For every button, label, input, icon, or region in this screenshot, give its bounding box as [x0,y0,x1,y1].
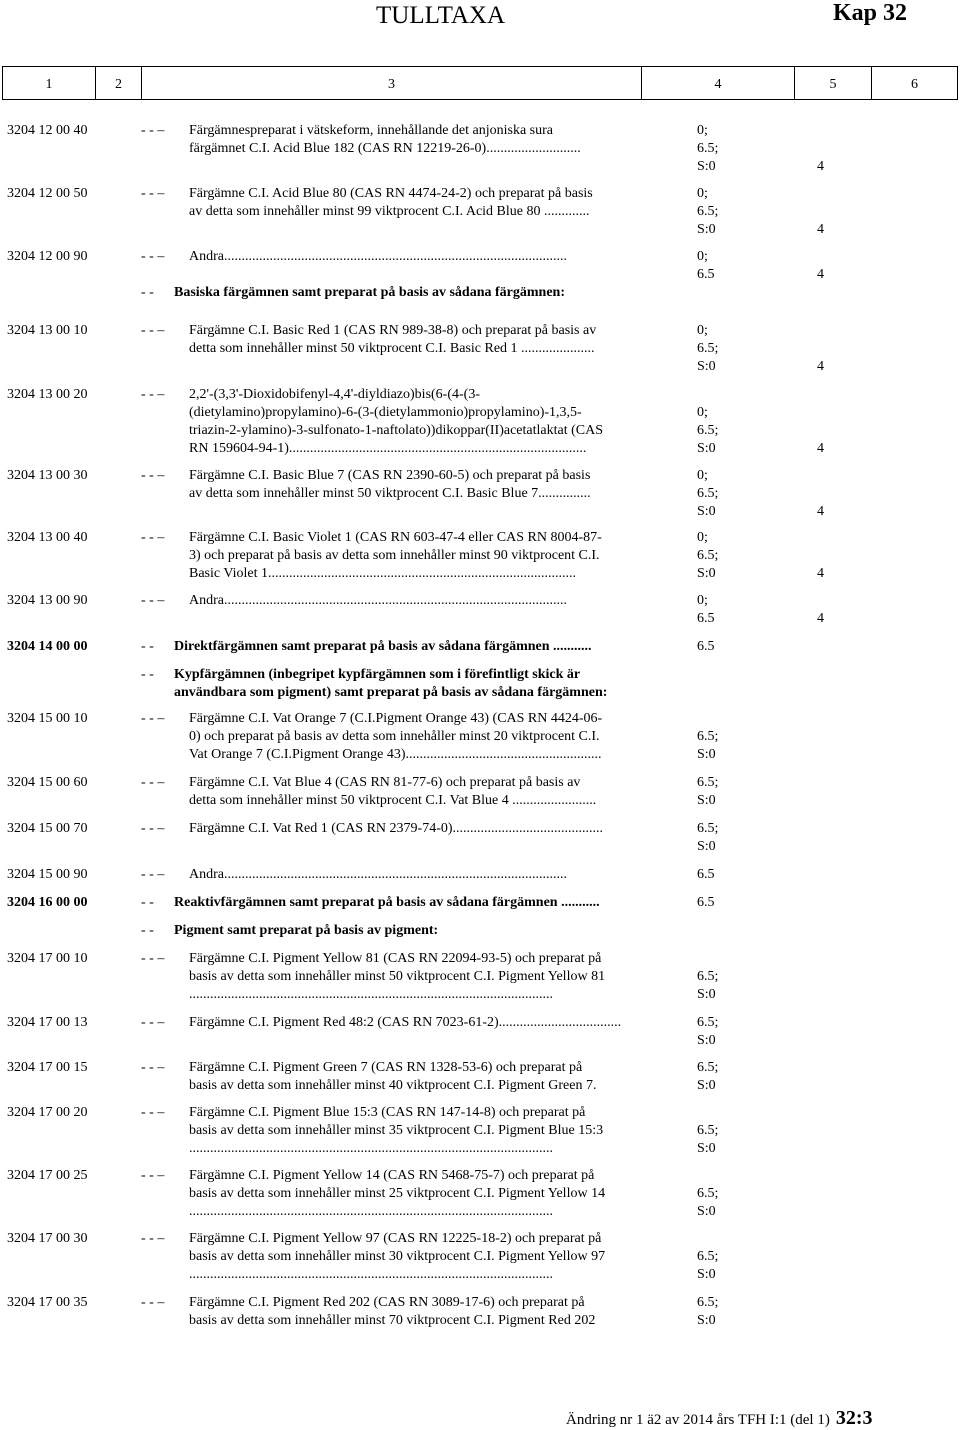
duty-rate [697,894,747,912]
indent-dashes: - - – [141,711,165,726]
description-line: Färgämne C.I. Pigment Yellow 14 (CAS RN 5468-75-7) och preparat på [189,1168,595,1183]
column-6-value: 4 [817,441,824,456]
description-line: RN 159604-94-1)..................................................................................... [189,441,587,456]
tariff-code: 3204 16 00 00 [7,895,88,910]
tariff-code: 3204 17 00 35 [7,1295,88,1310]
duty-rate-line: 6.5; [697,1295,719,1310]
tariff-code: 3204 14 00 00 [7,639,88,654]
description-line: Färgämne C.I. Basic Violet 1 (CAS RN 603-47-4 eller CAS RN 8004-87- [189,530,602,545]
duty-rate-line: 6.5; [697,1186,719,1201]
description-line: Basiska färgämnen samt preparat på basis av sådana färgämnen: [174,285,565,300]
goods-description [189,592,629,610]
description-line: av detta som innehåller minst 99 viktprocent C.I. Acid Blue 80 ............. [189,204,590,219]
duty-rate-line: 6.5; [697,1015,719,1030]
document-title: TULLTAXA [376,2,506,29]
description-line: basis av detta som innehåller minst 70 viktprocent C.I. Pigment Red 202 [189,1313,596,1328]
description-line: ........................................................................................................ [189,1204,553,1219]
goods-description [189,1167,629,1221]
duty-rate-line: S:0 [697,441,716,456]
indent-dashes: - - [141,285,154,300]
duty-rate-line: 0; [697,530,708,545]
duty-rate [697,592,747,628]
description-line: detta som innehåller minst 50 viktprocent C.I. Vat Blue 4 ........................ [189,793,597,808]
duty-rate-line: S:0 [697,222,716,237]
tariff-code: 3204 12 00 50 [7,186,88,201]
tariff-code: 3204 12 00 40 [7,123,88,138]
indent-dashes: - - – [141,530,165,545]
description-line: av detta som innehåller minst 50 viktprocent C.I. Basic Blue 7............... [189,486,591,501]
duty-rate-line: 6.5; [697,821,719,836]
duty-rate [697,322,747,376]
description-line: Färgämne C.I. Vat Orange 7 (C.I.Pigment Orange 43) (CAS RN 4424-06- [189,711,603,726]
indent-dashes: - - – [141,1231,165,1246]
duty-rate-line: S:0 [697,793,716,808]
tariff-code: 3204 17 00 30 [7,1231,88,1246]
tariff-code: 3204 13 00 40 [7,530,88,545]
indent-dashes: - - – [141,123,165,138]
column-6-value: 4 [817,159,824,174]
column-header-4: 4 [642,67,795,99]
indent-dashes: - - – [141,1015,165,1030]
goods-description [189,248,629,266]
duty-rate-line [697,950,747,968]
description-line: basis av detta som innehåller minst 30 viktprocent C.I. Pigment Yellow 97 [189,1249,606,1264]
duty-rate-line: 6.5 [697,867,715,882]
duty-rate-line: 6.5; [697,1060,719,1075]
description-line: Färgämne C.I. Pigment Green 7 (CAS RN 1328-53-6) och preparat på [189,1060,583,1075]
column-header-3: 3 [142,67,642,99]
duty-rate-line: S:0 [697,1313,716,1328]
column-6-value: 4 [817,267,824,282]
duty-rate-line: 0; [697,593,708,608]
goods-description [189,122,629,158]
duty-rate-line: 6.5; [697,1123,719,1138]
duty-rate-line: 6.5 [697,611,715,626]
indent-dashes: - - [141,895,154,910]
description-line: basis av detta som innehåller minst 25 viktprocent C.I. Pigment Yellow 14 [189,1186,606,1201]
indent-dashes: - - – [141,775,165,790]
page-footer [566,1407,873,1430]
footer-text: Ändring nr 1 ä2 av 2014 års TFH I:1 (del 1) [566,1412,830,1428]
goods-description [189,1059,629,1095]
description-line: Reaktivfärgämnen samt preparat på basis av sådana färgämnen ........... [174,895,600,910]
description-line: Kypfärgämnen (inbegripet kypfärgämnen som i förefintligt skick är [174,667,581,682]
goods-description [174,284,694,302]
goods-description [189,950,629,1004]
column-6-value: 4 [817,359,824,374]
indent-dashes: - - – [141,249,165,264]
description-line: Färgämne C.I. Vat Blue 4 (CAS RN 81-77-6) och preparat på basis av [189,775,581,790]
duty-rate [697,529,747,583]
duty-rate-line: 6.5; [697,423,719,438]
indent-dashes: - - – [141,821,165,836]
goods-description [174,666,694,702]
tariff-code: 3204 13 00 10 [7,323,88,338]
duty-rate [697,1059,747,1095]
column-header-1: 1 [3,67,96,99]
description-line: Färgämne C.I. Pigment Blue 15:3 (CAS RN 147-14-8) och preparat på [189,1105,586,1120]
goods-description [189,529,629,583]
duty-rate [697,866,747,884]
column-6-value: 4 [817,566,824,581]
indent-dashes: - - – [141,1060,165,1075]
goods-description [189,467,629,503]
description-line: Pigment samt preparat på basis av pigment: [174,923,439,938]
goods-description [189,1230,629,1284]
indent-dashes: - - – [141,468,165,483]
column-6-value: 4 [817,504,824,519]
duty-rate [697,1167,747,1221]
description-line: 2,2'-(3,3'-Dioxidobifenyl-4,4'-diyldiazo)bis(6-(4-(3- [189,387,480,402]
duty-rate-line [697,1104,747,1122]
indent-dashes: - - – [141,593,165,608]
column-6-value: 4 [817,611,824,626]
goods-description [189,322,629,358]
duty-rate [697,1294,747,1330]
goods-description [174,922,694,940]
tariff-code: 3204 15 00 90 [7,867,88,882]
goods-description [189,710,629,764]
description-line: Färgämne C.I. Pigment Yellow 97 (CAS RN 12225-18-2) och preparat på [189,1231,602,1246]
description-line: Direktfärgämnen samt preparat på basis av sådana färgämnen ........... [174,639,592,654]
duty-rate [697,1104,747,1158]
column-header-2: 2 [96,67,142,99]
duty-rate [697,820,747,856]
indent-dashes: - - – [141,1168,165,1183]
column-header-5: 5 [795,67,872,99]
goods-description [174,894,694,912]
duty-rate-line: S:0 [697,1141,716,1156]
duty-rate-line: 6.5; [697,486,719,501]
duty-rate-line: 6.5; [697,204,719,219]
duty-rate-line: S:0 [697,1033,716,1048]
description-line: 3) och preparat på basis av detta som innehåller minst 90 viktprocent C.I. [189,548,600,563]
description-line: Färgämne C.I. Acid Blue 80 (CAS RN 4474-24-2) och preparat på basis [189,186,593,201]
duty-rate-line: 0; [697,123,708,138]
duty-rate-line: 6.5; [697,1249,719,1264]
duty-rate [697,774,747,810]
description-line: Färgämne C.I. Pigment Yellow 81 (CAS RN 22094-93-5) och preparat på [189,951,602,966]
duty-rate [697,638,747,656]
duty-rate-line: S:0 [697,159,716,174]
duty-rate [697,386,747,458]
duty-rate [697,950,747,1004]
duty-rate [697,122,747,176]
tariff-code: 3204 15 00 70 [7,821,88,836]
indent-dashes: - - – [141,186,165,201]
duty-rate-line [697,1167,747,1185]
chapter-label: Kap 32 [833,0,908,26]
duty-rate-line: S:0 [697,839,716,854]
duty-rate-line [697,710,747,728]
duty-rate-line: S:0 [697,359,716,374]
tariff-code: 3204 17 00 15 [7,1060,88,1075]
duty-rate-line: 6.5; [697,969,719,984]
duty-rate [697,248,747,284]
description-line: Färgämne C.I. Pigment Red 202 (CAS RN 3089-17-6) och preparat på [189,1295,585,1310]
duty-rate-line: 6.5 [697,639,715,654]
tariff-code: 3204 17 00 10 [7,951,88,966]
description-line: Vat Orange 7 (C.I.Pigment Orange 43)........................................................ [189,747,602,762]
tariff-code: 3204 13 00 20 [7,387,88,402]
duty-rate-line: 0; [697,249,708,264]
tariff-code: 3204 15 00 60 [7,775,88,790]
duty-rate-line: 0; [697,405,708,420]
indent-dashes: - - [141,667,154,682]
page-number: 32:3 [835,1407,873,1429]
indent-dashes: - - – [141,1105,165,1120]
goods-description [189,1014,629,1032]
duty-rate-line: 0; [697,323,708,338]
duty-rate-line: S:0 [697,747,716,762]
description-line: ........................................................................................................ [189,1141,553,1156]
description-line: Färgämne C.I. Vat Red 1 (CAS RN 2379-74-0)........................................... [189,821,604,836]
duty-rate-line: 6.5; [697,775,719,790]
indent-dashes: - - – [141,867,165,882]
duty-rate [697,467,747,521]
duty-rate-line: S:0 [697,1078,716,1093]
duty-rate-line: 6.5; [697,141,719,156]
tariff-code: 3204 15 00 10 [7,711,88,726]
description-line: Färgämne C.I. Basic Red 1 (CAS RN 989-38-8) och preparat på basis av [189,323,597,338]
description-line: basis av detta som innehåller minst 40 viktprocent C.I. Pigment Green 7. [189,1078,597,1093]
goods-description [189,866,629,884]
column-6-value: 4 [817,222,824,237]
goods-description [189,774,629,810]
tariff-code: 3204 17 00 13 [7,1015,88,1030]
goods-description [189,386,629,458]
duty-rate-line: 0; [697,468,708,483]
duty-rate-line [697,386,747,404]
duty-rate-line: S:0 [697,1204,716,1219]
duty-rate-line: S:0 [697,504,716,519]
description-line: basis av detta som innehåller minst 50 viktprocent C.I. Pigment Yellow 81 [189,969,606,984]
duty-rate [697,185,747,239]
description-line: detta som innehåller minst 50 viktprocent C.I. Basic Red 1 ..................... [189,341,595,356]
description-line: Färgämne C.I. Basic Blue 7 (CAS RN 2390-60-5) och preparat på basis [189,468,591,483]
description-line: 0) och preparat på basis av detta som innehåller minst 20 viktprocent C.I. [189,729,600,744]
description-line: Färgämnespreparat i vätskeform, innehållande det anjoniska sura [189,123,554,138]
tariff-code: 3204 13 00 90 [7,593,88,608]
description-line: användbara som pigment) samt preparat på basis av sådana färgämnen: [174,685,608,700]
indent-dashes: - - – [141,951,165,966]
goods-description [189,185,629,221]
column-header-6: 6 [911,77,918,92]
tariff-code: 3204 17 00 20 [7,1105,88,1120]
indent-dashes: - - – [141,387,165,402]
duty-rate-line: 6.5 [697,267,715,282]
goods-description [189,1104,629,1158]
duty-rate-line: 6.5 [697,895,715,910]
indent-dashes: - - [141,923,154,938]
duty-rate-line [697,1230,747,1248]
description-line: ........................................................................................................ [189,987,553,1002]
duty-rate-line: S:0 [697,1267,716,1282]
goods-description [174,638,694,656]
duty-rate-line: S:0 [697,566,716,581]
tariff-code: 3204 17 00 25 [7,1168,88,1183]
duty-rate [697,1014,747,1050]
duty-rate-line: 6.5; [697,548,719,563]
goods-description [189,1294,629,1330]
description-line: ........................................................................................................ [189,1267,553,1282]
description-line: triazin-2-ylamino)-3-sulfonato-1-naftolato))dikoppar(II)acetatlaktat (CAS [189,423,604,438]
description-line: basis av detta som innehåller minst 35 viktprocent C.I. Pigment Blue 15:3 [189,1123,604,1138]
indent-dashes: - - – [141,323,165,338]
duty-rate-line: 6.5; [697,341,719,356]
tariff-code: 3204 12 00 90 [7,249,88,264]
description-line: Andra.................................................................................................. [189,593,567,608]
description-line: Färgämne C.I. Pigment Red 48:2 (CAS RN 7023-61-2)................................... [189,1015,622,1030]
tariff-code: 3204 13 00 30 [7,468,88,483]
description-line: Basic Violet 1........................................................................................ [189,566,577,581]
indent-dashes: - - [141,639,154,654]
duty-rate [697,710,747,764]
duty-rate-line: 0; [697,186,708,201]
goods-description [189,820,629,838]
duty-rate-line: 6.5; [697,729,719,744]
description-line: (dietylamino)propylamino)-6-(3-(dietylammonio)propylamino)-1,3,5- [189,405,582,420]
description-line: Andra.................................................................................................. [189,867,567,882]
duty-rate-line: S:0 [697,987,716,1002]
description-line: färgämnet C.I. Acid Blue 182 (CAS RN 12219-26-0)........................... [189,141,581,156]
description-line: Andra.................................................................................................. [189,249,567,264]
indent-dashes: - - – [141,1295,165,1310]
duty-rate [697,1230,747,1284]
